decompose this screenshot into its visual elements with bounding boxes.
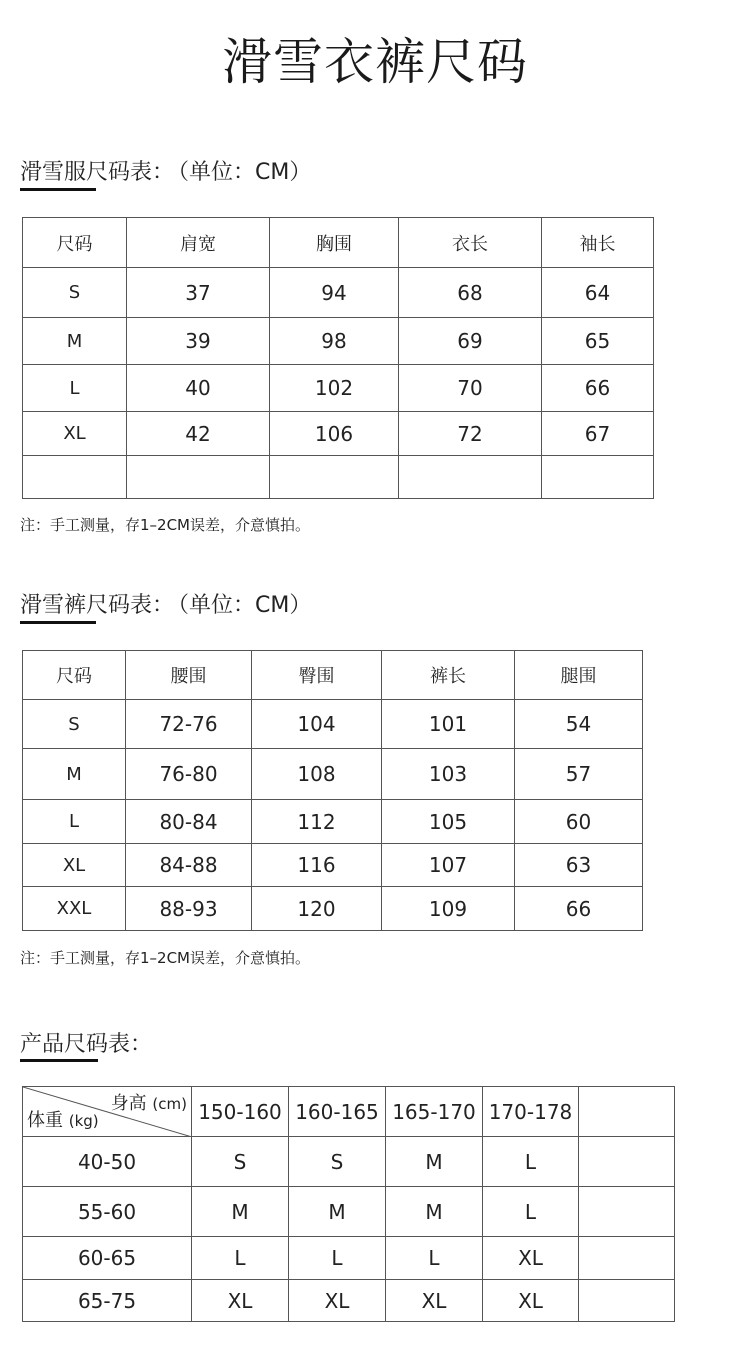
weight-range-cell: 40-50: [23, 1137, 192, 1187]
height-range-header: 150-160: [192, 1087, 289, 1137]
product-corner-cell: [23, 1087, 192, 1137]
pants-table-row: [23, 749, 643, 800]
jacket-heading-text: 滑雪服尺码表：: [20, 160, 175, 185]
measurement-cell: 103: [382, 749, 515, 800]
measurement-cell: 107: [382, 844, 515, 887]
product-table-row: [23, 1237, 675, 1280]
recommended-size-cell: M: [192, 1187, 289, 1237]
height-range-header: 160-165: [289, 1087, 386, 1137]
jacket-column-header: 袖长: [542, 218, 654, 268]
measurement-cell: 72: [399, 412, 542, 456]
measurement-cell: [127, 456, 270, 499]
pants-table-row: [23, 887, 643, 931]
jacket-heading-underline: [20, 188, 96, 191]
measurement-cell: 106: [270, 412, 399, 456]
measurement-cell: 102: [270, 365, 399, 412]
pants-note: 注：手工测量，存1–2CM误差，介意慎拍。: [20, 949, 311, 967]
pants-column-header: 腰围: [126, 651, 252, 700]
measurement-cell: 101: [382, 700, 515, 749]
size-cell: XXL: [23, 887, 126, 931]
recommended-size-cell: XL: [289, 1280, 386, 1322]
recommended-size-cell: S: [289, 1137, 386, 1187]
size-cell: S: [23, 268, 127, 318]
measurement-cell: 42: [127, 412, 270, 456]
measurement-cell: 39: [127, 318, 270, 365]
pants-table-row: [23, 844, 643, 887]
recommended-size-cell: [579, 1187, 675, 1237]
measurement-cell: 40: [127, 365, 270, 412]
jacket-column-header: 尺码: [23, 218, 127, 268]
recommended-size-cell: [579, 1237, 675, 1280]
measurement-cell: 54: [515, 700, 643, 749]
measurement-cell: 63: [515, 844, 643, 887]
measurement-cell: [270, 456, 399, 499]
pants-table-row: [23, 800, 643, 844]
size-cell: S: [23, 700, 126, 749]
jacket-column-header: 胸围: [270, 218, 399, 268]
measurement-cell: 80-84: [126, 800, 252, 844]
size-cell: XL: [23, 844, 126, 887]
measurement-cell: 68: [399, 268, 542, 318]
height-label: [111, 1089, 187, 1115]
pants-column-header: 腿围: [515, 651, 643, 700]
product-table-row: [23, 1187, 675, 1237]
pants-heading-text: 滑雪裤尺码表：: [20, 593, 175, 618]
measurement-cell: 88-93: [126, 887, 252, 931]
measurement-cell: 70: [399, 365, 542, 412]
recommended-size-cell: L: [289, 1237, 386, 1280]
measurement-cell: 98: [270, 318, 399, 365]
size-cell: M: [23, 749, 126, 800]
pants-column-header: 尺码: [23, 651, 126, 700]
recommended-size-cell: M: [289, 1187, 386, 1237]
weight-label-text: 体重: [27, 1110, 63, 1131]
pants-size-table: [22, 650, 643, 931]
recommended-size-cell: M: [386, 1137, 483, 1187]
size-cell: L: [23, 365, 127, 412]
measurement-cell: 116: [252, 844, 382, 887]
jacket-table-row: [23, 318, 654, 365]
measurement-cell: 109: [382, 887, 515, 931]
recommended-size-cell: XL: [483, 1237, 579, 1280]
product-header-row: [23, 1087, 675, 1137]
pants-header-row: [23, 651, 643, 700]
measurement-cell: 120: [252, 887, 382, 931]
height-label-unit: (cm): [152, 1095, 187, 1113]
size-cell: XL: [23, 412, 127, 456]
weight-range-cell: 65-75: [23, 1280, 192, 1322]
jacket-column-header: 衣长: [399, 218, 542, 268]
measurement-cell: 66: [542, 365, 654, 412]
recommended-size-cell: L: [386, 1237, 483, 1280]
measurement-cell: 60: [515, 800, 643, 844]
jacket-size-table: [22, 217, 654, 499]
jacket-table-row: [23, 456, 654, 499]
product-heading-underline: [20, 1059, 98, 1062]
jacket-unit: （单位：CM）: [178, 160, 312, 185]
jacket-header-row: [23, 218, 654, 268]
weight-label-unit: (kg): [68, 1112, 99, 1130]
measurement-cell: 104: [252, 700, 382, 749]
measurement-cell: [542, 456, 654, 499]
measurement-cell: 84-88: [126, 844, 252, 887]
measurement-cell: 57: [515, 749, 643, 800]
recommended-size-cell: L: [192, 1237, 289, 1280]
measurement-cell: 66: [515, 887, 643, 931]
measurement-cell: 105: [382, 800, 515, 844]
product-table-row: [23, 1137, 675, 1187]
pants-heading: [20, 588, 311, 619]
measurement-cell: 65: [542, 318, 654, 365]
pants-table-row: [23, 700, 643, 749]
pants-unit: （单位：CM）: [178, 593, 312, 618]
recommended-size-cell: XL: [483, 1280, 579, 1322]
product-heading: 产品尺码表：: [20, 1032, 153, 1057]
measurement-cell: 69: [399, 318, 542, 365]
jacket-heading: [20, 155, 311, 186]
height-range-header: 170-178: [483, 1087, 579, 1137]
measurement-cell: 72-76: [126, 700, 252, 749]
jacket-table-row: [23, 268, 654, 318]
recommended-size-cell: [579, 1280, 675, 1322]
height-range-header: [579, 1087, 675, 1137]
recommended-size-cell: S: [192, 1137, 289, 1187]
recommended-size-cell: L: [483, 1187, 579, 1237]
pants-column-header: 臀围: [252, 651, 382, 700]
recommended-size-cell: M: [386, 1187, 483, 1237]
measurement-cell: 94: [270, 268, 399, 318]
measurement-cell: 37: [127, 268, 270, 318]
weight-range-cell: 60-65: [23, 1237, 192, 1280]
height-label-text: 身高: [110, 1093, 147, 1114]
measurement-cell: 64: [542, 268, 654, 318]
height-range-header: 165-170: [386, 1087, 483, 1137]
recommended-size-cell: [579, 1137, 675, 1187]
pants-heading-underline: [20, 621, 96, 624]
product-size-table: [22, 1086, 675, 1322]
weight-label: [27, 1106, 99, 1132]
recommended-size-cell: L: [483, 1137, 579, 1187]
recommended-size-cell: XL: [192, 1280, 289, 1322]
size-cell: L: [23, 800, 126, 844]
jacket-column-header: 肩宽: [127, 218, 270, 268]
jacket-note: 注：手工测量，存1–2CM误差，介意慎拍。: [20, 516, 311, 534]
jacket-table-row: [23, 365, 654, 412]
measurement-cell: 112: [252, 800, 382, 844]
measurement-cell: 108: [252, 749, 382, 800]
jacket-table-row: [23, 412, 654, 456]
pants-column-header: 裤长: [382, 651, 515, 700]
recommended-size-cell: XL: [386, 1280, 483, 1322]
product-table-row: [23, 1280, 675, 1322]
measurement-cell: [399, 456, 542, 499]
measurement-cell: 67: [542, 412, 654, 456]
page-title: 滑雪衣裤尺码: [222, 33, 528, 91]
measurement-cell: 76-80: [126, 749, 252, 800]
size-cell: M: [23, 318, 127, 365]
weight-range-cell: 55-60: [23, 1187, 192, 1237]
size-cell: [23, 456, 127, 499]
